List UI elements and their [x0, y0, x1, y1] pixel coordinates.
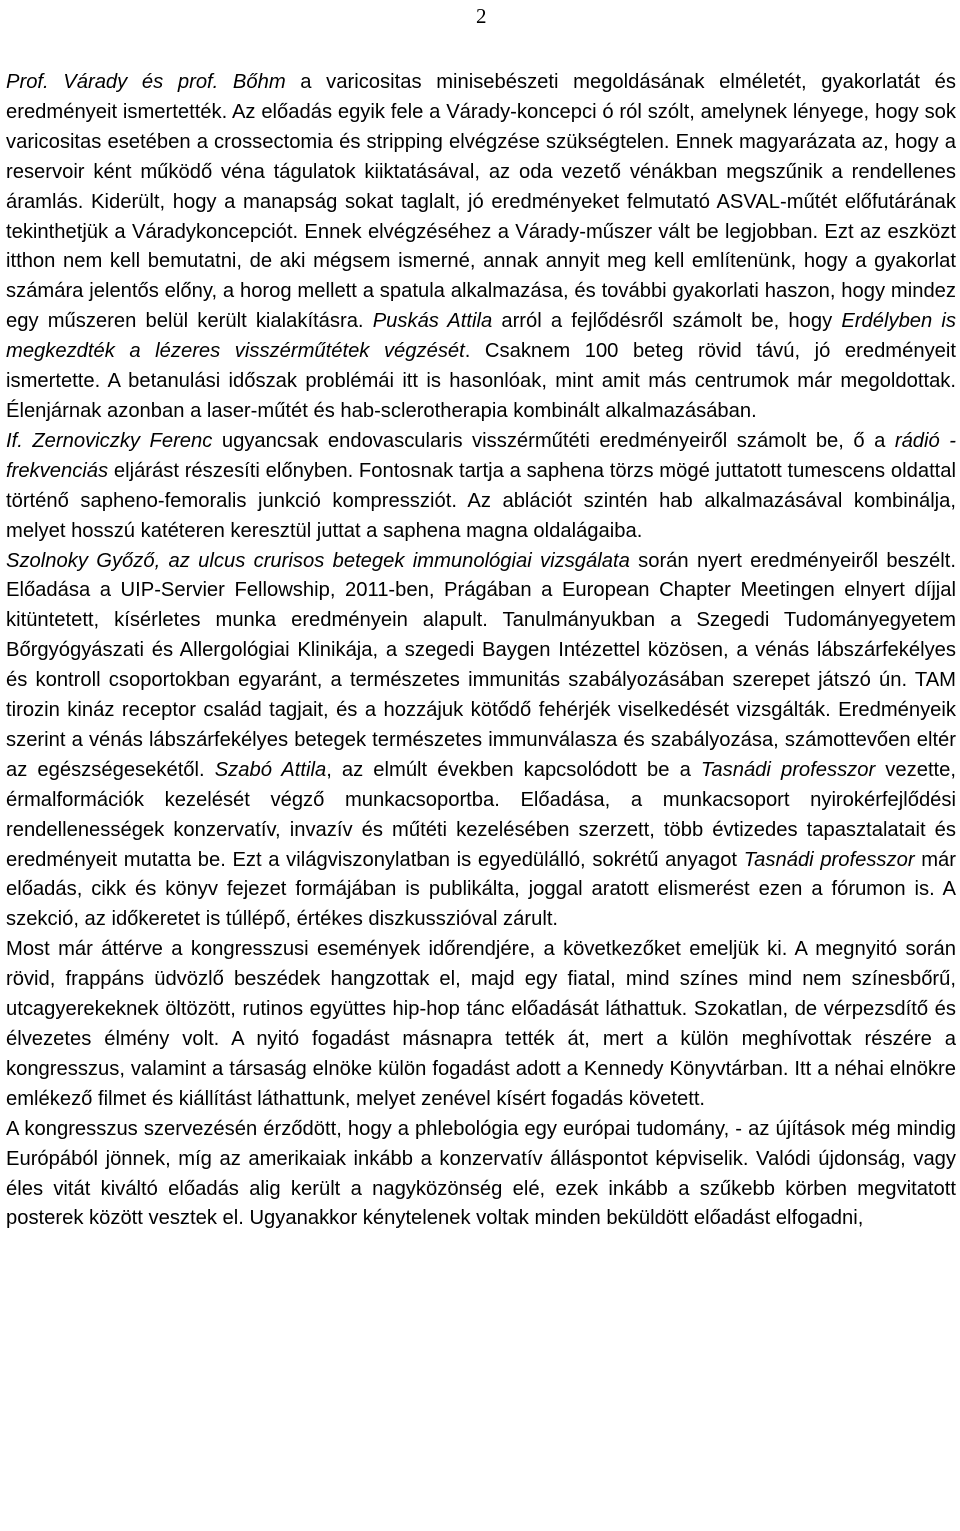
topic-rf: rádió -frekvenciás: [6, 429, 956, 482]
name-tasnadi: Tasnádi professzor: [700, 758, 876, 781]
paragraph-text: arról a fejlődésről számolt be, hogy: [492, 310, 842, 333]
topic-laser: Erdélyben is megkezdték a lézeres visszérműtétek végzését: [6, 310, 956, 363]
author-szabo: Szabó Attila: [214, 758, 327, 781]
paragraph-text: , az elmúlt években kapcsolódott be a: [326, 758, 701, 781]
paragraph-text: ugyancsak endovascularis visszérműtéti eredményeiről számolt be, ő a: [212, 429, 895, 452]
paragraph-text: eljárást részesíti előnyben. Fontosnak tartja a saphena törzs mögé juttatott tumescens oldattal történő sapheno-femoralis junkció kompressziót. Az ablációt szintén hab alkalmazásával kombinálja, melyet hosszú katéteren keresztül juttat a saphena magna oldalágaiba.: [6, 459, 956, 542]
paragraph-opening: Most már áttérve a kongresszusi események időrendjére, a következőket emeljük ki. A megnyitó során rövid, frappáns üdvözlő beszédek hangzottak el, majd egy fiatal, mind színes mind nem színesbőrű, utcagyerekeknek öltözött, rutinos együttes hip-hop tánc előadását láthattuk. Szokatlan, de vérpezsdítő és élvezetes élmény volt. A nyitó fogadást másnapra tették át, mert a külön meghívottak részére a kongresszus, valamint a társaság elnöke külön fogadást adott a Kennedy Könyvtárban. Itt a néhai elnökre emlékező filmet és kiállítást láthattunk, melyet zenével kísért fogadás követett.: [6, 938, 956, 1110]
paragraph-organization: A kongresszus szervezésén érződött, hogy a phlebológia egy európai tudomány, - az újítások még mindig Európából jönnek, míg az amerikaiak inkább a konzervatív álláspontot képviselik. Valódi újdonság, vagy éles vitát kiváltó előadás alig került a nagyközönség elé, ezek inkább a szűkebb körben megvitatott posterek között vesztek el. Ugyanakkor kénytelenek voltak minden beküldött előadást elfogadni,: [6, 1117, 956, 1230]
author-varady-bohm: Prof. Várady és prof. Bőhm: [6, 71, 286, 93]
paragraph-text: már előadás, cikk és könyv fejezet formájában is publikálta, joggal aratott elismerést ezen a fórumon is. A szekció, az időkeretet is túllépő, értékes diszkusszióval zárult.: [6, 848, 956, 931]
page-number: 2: [476, 4, 487, 28]
paragraph-text: vezette, érmalformációk kezelését végző munkacsoportba. Előadása, a munkacsoport nyirokérfejlődési rendellenességek konzervatív, invazív és műtéti kezelésében szerzett, több évtizedes tapasztalatait és eredményeit mutatta be. Ezt a világviszonylatban is egyedülálló, sokrétű anyagot: [6, 758, 956, 871]
paragraph-text: a varicositas minisebészeti megoldásának elméletét, gyakorlatát és eredményeit ismertették. Az előadás egyik fele a Várady-koncepci ó ról szólt, amelynek lényege, hogy sok varicositas esetében a crossectomia és stripping elvégzése szükségtelen. Ennek magyarázata az, hogy a reservoir ként működő véna tágulatok kiiktatásával, az oda vezető vénákban megszűnik a rendellenes áramlás. Kiderült, hogy a manapság sokat taglalt, jó eredményeket felmutató ASVAL-műtét előfutárának tekinthetjük a Váradykoncepciót. Ennek elvégzéséhez a Várady-műszer vált be legjobban. Ezt az eszközt itthon nem kell bemutatni, de aki mégsem ismerné, annak annyit meg kell említenünk, hogy a gyakorlat számára jelentős előny, a horog mellett a spatula alkalmazása, és további gyakorlati haszon, hogy mindez egy műszeren belül került kialakításra.: [6, 71, 956, 333]
paragraph-text: során nyert eredményeiről beszélt. Előadása a UIP-Servier Fellowship, 2011-ben, Prágában a European Chapter Meetingen elnyert díjjal kitüntetett, kísérletes munka eredményein alapult. Tanulmányukban a Szegedi Tudományegyetem Bőrgyógyászati és Allergológiai Klinikája, a szegedi Baygen Intézettel közösen, a vénás lábszárfekélyes és kontroll csoportokban egyaránt, a természetes immunitás szabályozásában szerepet játszó ún. TAM tirozin kináz receptor család tagjait, és a hozzájuk kötődő fehérjék viselkedését vizsgálták. Eredményeik szerint a vénás lábszárfekélyes betegek természetes immunválasza és szabályozása, számottevően eltér az egészségesekétől.: [6, 549, 956, 781]
name-tasnadi: Tasnádi professzor: [743, 848, 915, 871]
author-puskas: Puskás Attila: [372, 310, 493, 333]
paragraph-varady: [6, 68, 956, 427]
paragraph-zernoviczky: [6, 427, 956, 547]
paragraph-text: . Csaknem 100 beteg rövid távú, jó eredményeit ismertette. A betanulási időszak problémái itt is hasonlóak, mint amit más centrumok már megoldottak. Élenjárnak azonban a laser-műtét és hab-sclerotherapia kombinált alkalmazásában.: [6, 340, 956, 422]
author-szolnoky: Szolnoky Győző, az ulcus crurisos betegek immunológiai vizsgálata: [6, 549, 630, 572]
author-zernoviczky: If. Zernoviczky Ferenc: [6, 429, 213, 452]
paragraph-szolnoky: [6, 547, 956, 936]
document-body: [6, 68, 956, 1234]
